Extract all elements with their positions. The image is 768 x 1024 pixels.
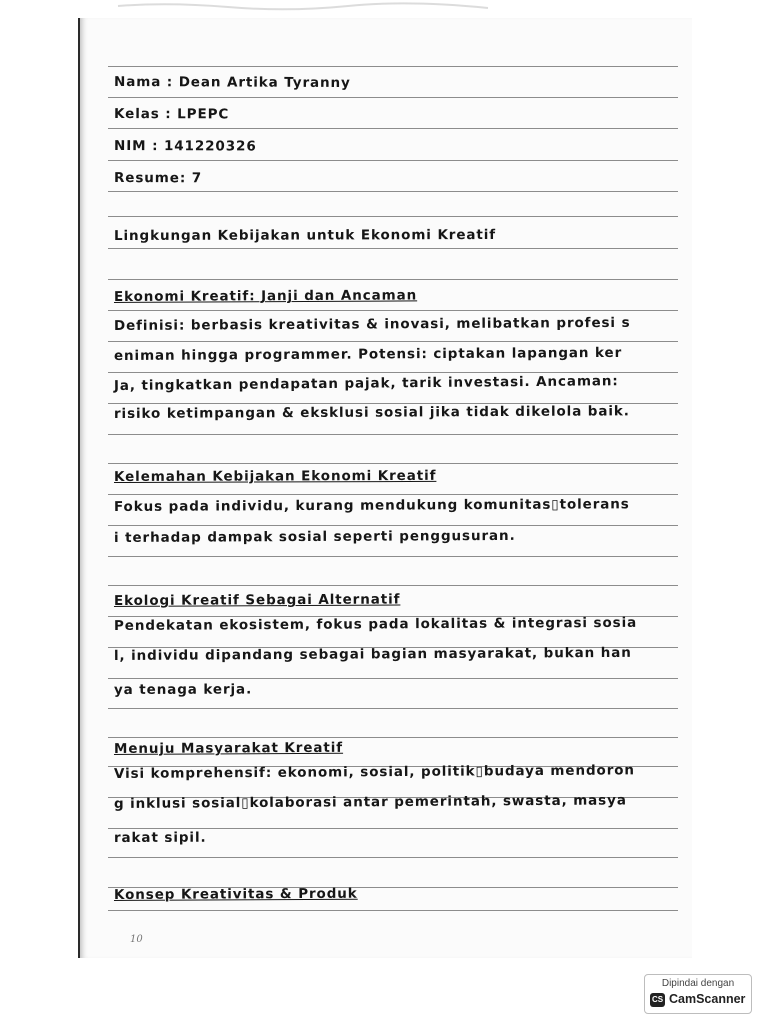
ruled-line (108, 556, 678, 557)
page-number: 10 (130, 934, 143, 945)
student-class: Kelas : LPEPC (114, 106, 230, 123)
student-nim: NIM : 141220326 (114, 138, 257, 155)
body-line: l, individu dipandang sebagai bagian masyarakat, bukan han (113, 644, 632, 664)
ruled-line (108, 434, 678, 435)
body-line: Ja, tingkatkan pendapatan pajak, tarik investasi. Ancaman: (113, 373, 619, 394)
ruled-line (108, 463, 678, 464)
camscanner-watermark (644, 974, 752, 1014)
ruled-line (108, 191, 678, 192)
body-line: Pendekatan ekosistem, fokus pada lokalitas & integrasi sosia (113, 614, 638, 634)
student-name: Nama : Dean Artika Tyranny (114, 74, 351, 92)
notebook-page (78, 18, 692, 958)
ruled-line (108, 216, 678, 217)
resume-number: Resume: 7 (114, 170, 203, 187)
ruled-line (108, 66, 678, 67)
ruled-line (108, 310, 678, 311)
body-line: ya tenaga kerja. (113, 681, 253, 698)
body-line: rakat sipil. (113, 829, 207, 846)
body-line: risiko ketimpangan & eksklusi sosial jika tidak dikelola baik. (113, 403, 630, 422)
ruled-line (108, 910, 678, 911)
main-title: Lingkungan Kebijakan untuk Ekonomi Kreatif (113, 226, 497, 244)
ruled-line (108, 857, 678, 858)
ruled-line (108, 708, 678, 709)
body-line: Definisi: berbasis kreativitas & inovasi, melibatkan profesi s (113, 314, 631, 334)
watermark-brand: CamScanner (669, 992, 746, 1006)
bleed-through-marks (108, 0, 528, 12)
ruled-line (108, 160, 678, 161)
ruled-line (108, 678, 678, 679)
ruled-line (108, 248, 678, 249)
body-line: g inklusi sosial▯kolaborasi antar pemerintah, swasta, masya (113, 792, 627, 812)
body-line: Visi komprehensif: ekonomi, sosial, politik▯budaya mendoron (113, 762, 635, 782)
section-heading: Ekologi Kreatif Sebagai Alternatif (113, 591, 401, 609)
section-heading: Menuju Masyarakat Kreatif (113, 739, 344, 757)
body-line: i terhadap dampak sosial seperti penggusuran. (113, 527, 516, 546)
body-line: Fokus pada individu, kurang mendukung komunitas▯tolerans (113, 496, 630, 515)
body-line: eniman hingga programmer. Potensi: ciptakan lapangan ker (113, 344, 623, 364)
section-heading: Ekonomi Kreatif: Janji dan Ancaman (113, 287, 418, 305)
ruled-line (108, 341, 678, 342)
ruled-line (108, 494, 678, 495)
camscanner-logo-icon: CS (650, 993, 665, 1007)
ruled-line (108, 97, 678, 98)
ruled-line (108, 128, 678, 129)
ruled-line (108, 279, 678, 280)
ruled-line (108, 585, 678, 586)
watermark-caption: Dipindai dengan (661, 978, 735, 989)
section-heading: Konsep Kreativitas & Produk (113, 885, 358, 903)
ruled-line (108, 525, 678, 526)
section-heading: Kelemahan Kebijakan Ekonomi Kreatif (113, 467, 437, 485)
